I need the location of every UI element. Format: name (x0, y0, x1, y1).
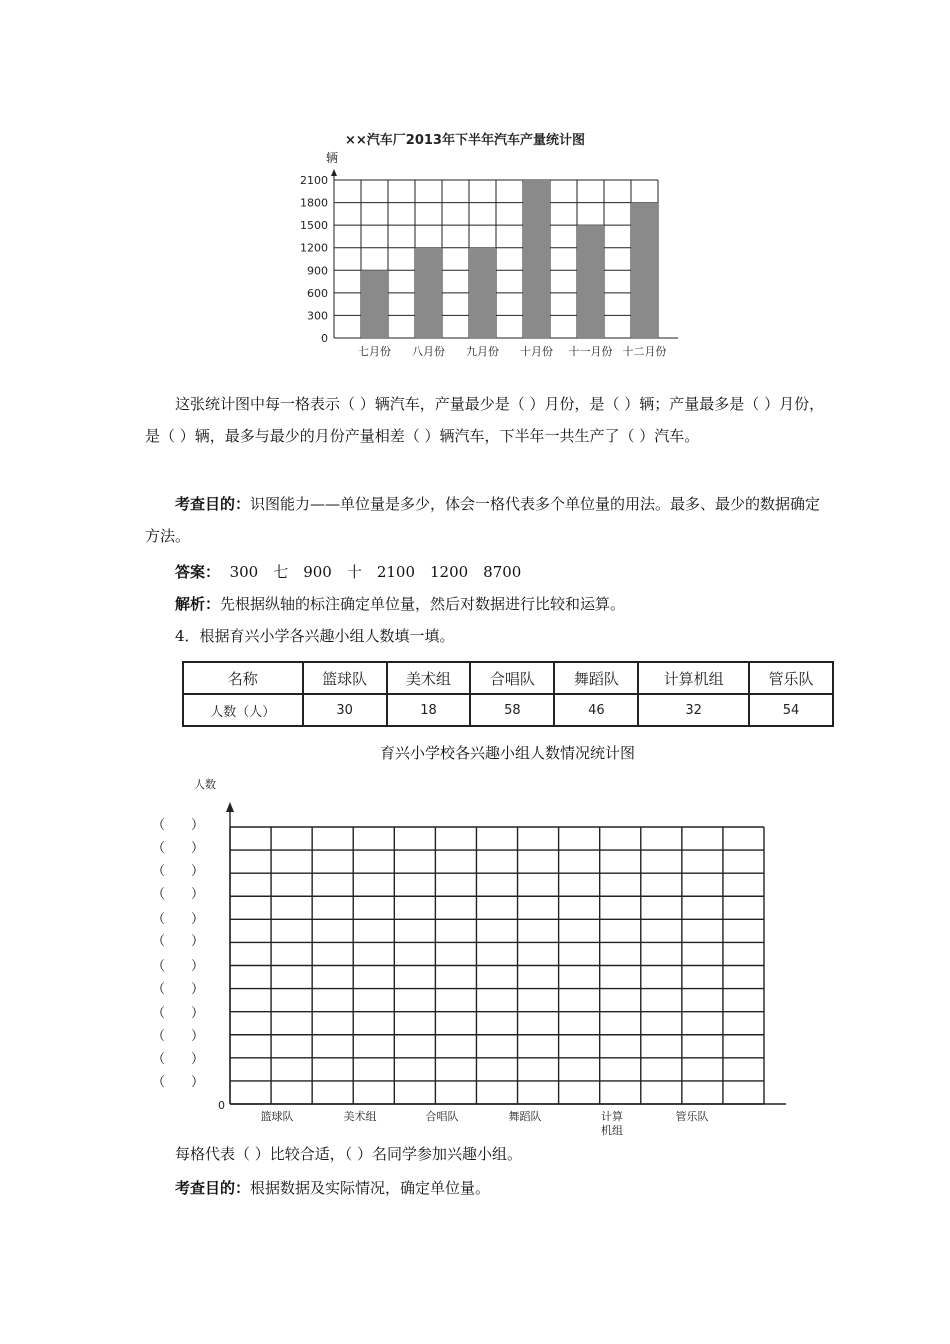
chart2-title: 育兴小学校各兴趣小组人数情况统计图 (380, 744, 636, 762)
answer-label: 答案： (175, 563, 221, 581)
question-4-text: 4．根据育兴小学各兴趣小组人数填一填。 (175, 627, 455, 645)
x-tick-label: 计算 (601, 1110, 623, 1123)
bar-十二月份 (631, 203, 658, 338)
chart2-ytick-zero: 0 (218, 1099, 225, 1112)
x-tick-label: 九月份 (466, 345, 499, 358)
purpose2-text: 根据数据及实际情况，确定单位量。 (250, 1179, 491, 1197)
table-cell: 舞蹈队 (554, 662, 638, 694)
purpose-paragraph (145, 488, 825, 552)
blank-bracket: （ ） (152, 982, 205, 997)
x-tick-label: 机组 (601, 1124, 623, 1137)
answer-paragraph (145, 556, 825, 588)
chart1-ylabel: 辆 (326, 151, 339, 165)
x-tick-label: 管乐队 (675, 1110, 709, 1123)
blank-bracket: （ ） (152, 934, 205, 949)
analysis-label: 解析： (175, 595, 221, 613)
y-tick-label: 1500 (300, 219, 328, 233)
y-tick-label: 300 (307, 309, 328, 323)
table-cell: 人数（人） (183, 694, 303, 726)
blank-bracket: （ ） (152, 887, 205, 902)
x-tick-label: 合唱队 (425, 1110, 459, 1123)
blank-bracket: （ ） (152, 1029, 205, 1044)
y-tick-label: 600 (307, 286, 328, 300)
table-cell: 计算机组 (638, 662, 749, 694)
table-cell: 58 (470, 694, 554, 726)
blank-bracket: （ ） (152, 1006, 205, 1021)
analysis-text: 先根据纵轴的标注确定单位量，然后对数据进行比较和运算。 (220, 595, 626, 613)
chart1-title: ××汽车厂2013年下半年汽车产量统计图 (345, 133, 585, 148)
bar-九月份 (469, 248, 496, 338)
y-axis-arrow-icon (226, 802, 234, 812)
y-tick-label: 1800 (300, 196, 328, 210)
bar-十月份 (523, 180, 550, 338)
table-row (183, 694, 833, 726)
bar-八月份 (415, 248, 442, 338)
analysis-paragraph (145, 588, 825, 620)
chart2-xticks (261, 1109, 709, 1137)
table-cell: 32 (638, 694, 749, 726)
purpose2-label: 考查目的： (175, 1179, 251, 1197)
chart2-ylabel: 人数 (194, 778, 216, 791)
fill-in-text: 每格代表（ ）比较合适，（ ）名同学参加兴趣小组。 (175, 1145, 523, 1163)
y-tick-label: 0 (321, 332, 328, 345)
table-cell: 合唱队 (470, 662, 554, 694)
table-cell: 54 (749, 694, 833, 726)
x-tick-label: 十月份 (520, 345, 553, 358)
interest-group-chart (194, 770, 800, 1150)
blank-bracket: （ ） (152, 818, 205, 833)
chart1-xticks (358, 344, 667, 358)
answer-text: 300 七 900 十 2100 1200 8700 (229, 563, 522, 581)
y-axis-arrow-icon (331, 169, 337, 176)
blank-bracket: （ ） (152, 912, 205, 927)
bar-七月份 (361, 270, 388, 338)
x-tick-label: 十二月份 (622, 345, 667, 358)
table-cell: 美术组 (387, 662, 471, 694)
blank-bracket: （ ） (152, 1075, 205, 1090)
x-tick-label: 舞蹈队 (508, 1110, 542, 1123)
blank-bracket: （ ） (152, 841, 205, 856)
blank-bracket: （ ） (152, 959, 205, 974)
blank-bracket: （ ） (152, 1052, 205, 1067)
table-cell: 管乐队 (749, 662, 833, 694)
x-tick-label: 篮球队 (260, 1110, 294, 1123)
chart2-grid (226, 802, 786, 1104)
x-tick-label: 七月份 (358, 345, 391, 358)
table-header-row (183, 662, 833, 694)
y-tick-label: 1200 (300, 241, 328, 255)
interest-group-table (182, 661, 834, 727)
x-tick-label: 十一月份 (568, 345, 613, 358)
car-production-chart (290, 125, 690, 370)
x-tick-label: 美术组 (343, 1110, 377, 1123)
purpose2-paragraph (145, 1172, 825, 1204)
blank-bracket: （ ） (152, 864, 205, 879)
chart1-bars (361, 180, 658, 338)
question-3-text: 这张统计图中每一格表示（ ）辆汽车，产量最少是（ ）月份，是（ ）辆；产量最多是（ ）月份，是（ ）辆，最多与最少的月份产量相差（ ）辆汽车，下半年一共生产了（ ）汽车。 (145, 395, 825, 445)
chart1-yticks (300, 174, 328, 345)
table-cell: 篮球队 (303, 662, 387, 694)
table-cell: 18 (387, 694, 471, 726)
table-cell: 46 (554, 694, 638, 726)
bar-十一月份 (577, 225, 604, 338)
y-tick-label: 2100 (300, 174, 328, 187)
x-tick-label: 八月份 (412, 345, 445, 358)
y-tick-label: 900 (307, 264, 328, 278)
purpose-text: 识图能力——单位量是多少，体会一格代表多个单位量的用法。最多、最少的数据确定方法。 (145, 495, 821, 545)
table-cell: 30 (303, 694, 387, 726)
purpose-label: 考查目的： (175, 495, 251, 513)
table-cell: 名称 (183, 662, 303, 694)
